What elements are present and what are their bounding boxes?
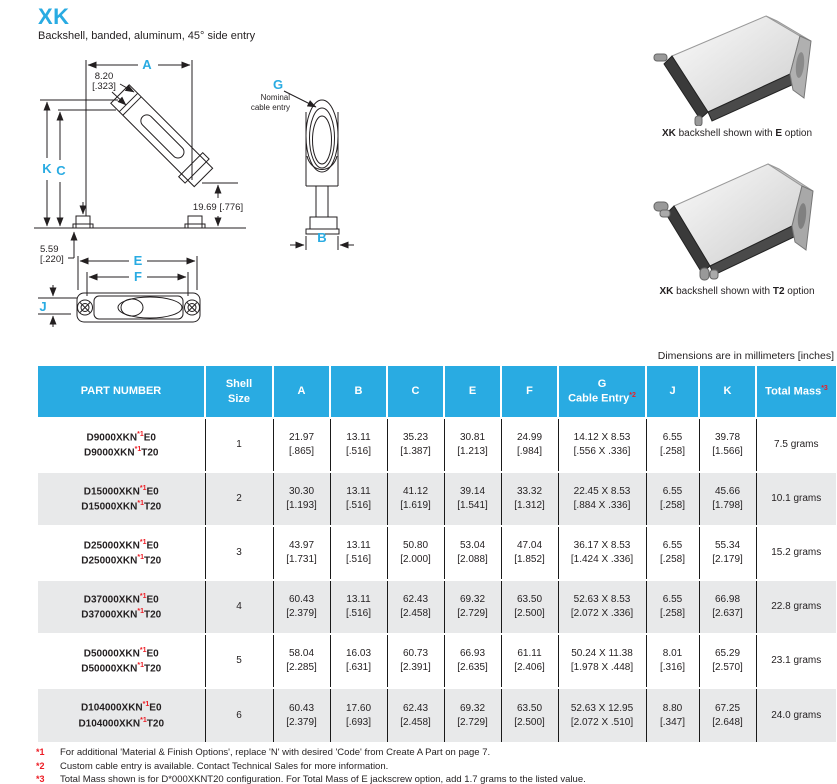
- column-header: E: [444, 366, 501, 418]
- footnote-text: Custom cable entry is available. Contact Technical Sales for more information.: [60, 760, 389, 772]
- bottom-view-drawing: [28, 240, 243, 350]
- dim-value-820: 8.20: [94, 71, 114, 82]
- g-note-line1: Nominal: [260, 93, 290, 102]
- dim-value-220: [.220]: [40, 254, 64, 265]
- part-number-cell: D50000XKN$^{*1}$E0 D50000XKN$^{*1}$T20: [38, 634, 205, 688]
- footnote-marker: *3: [36, 774, 45, 784]
- dim-label-j: J: [39, 299, 47, 314]
- footnote-marker: *1: [36, 747, 45, 757]
- dimension-cell: 66.98 [2.637]: [699, 580, 756, 634]
- dimension-cell: 6.55 [.258]: [646, 472, 699, 526]
- dim-value-323: [.323]: [92, 81, 116, 92]
- dimension-cell: 66.93 [2.635]: [444, 634, 501, 688]
- shell-size-cell: 4: [205, 580, 273, 634]
- page-subtitle: Backshell, banded, aluminum, 45° side entry: [38, 30, 256, 42]
- table-row: [38, 418, 836, 472]
- table-row: [38, 634, 836, 688]
- dimension-cell: 53.04 [2.088]: [444, 526, 501, 580]
- table-row: [38, 580, 836, 634]
- table-row: [38, 472, 836, 526]
- dimension-cell: 63.50 [2.500]: [501, 688, 558, 742]
- dimension-cell: 52.63 X 8.53 [2.072 X .336]: [558, 580, 646, 634]
- dimension-cell: 13.11 [.516]: [330, 526, 387, 580]
- footnotes: [36, 747, 826, 784]
- caption-text: backshell shown with: [675, 128, 776, 139]
- table-body: [38, 418, 836, 742]
- footnote-ref: *1: [139, 484, 147, 492]
- dimension-cell: 36.17 X 8.53 [1.424 X .336]: [558, 526, 646, 580]
- dim-label-k: K: [42, 161, 52, 176]
- column-header: J: [646, 366, 699, 418]
- dimension-cell: 30.30 [1.193]: [273, 472, 330, 526]
- dim-label-g: G: [272, 77, 284, 92]
- dimension-cell: 30.81 [1.213]: [444, 418, 501, 472]
- part-number-cell: D9000XKN$^{*1}$E0 D9000XKN$^{*1}$T20: [38, 418, 205, 472]
- dimension-cell: 13.11 [.516]: [330, 580, 387, 634]
- footnote-ref: *2: [629, 392, 636, 400]
- dimension-cell: 69.32 [2.729]: [444, 580, 501, 634]
- caption-text: E: [775, 128, 783, 139]
- dimension-cell: 39.14 [1.541]: [444, 472, 501, 526]
- caption-text: option: [784, 286, 815, 297]
- total-mass-cell: 15.2 grams: [756, 526, 836, 580]
- footnote-ref: *1: [139, 592, 147, 600]
- shell-size-cell: 2: [205, 472, 273, 526]
- part-number-cell: D15000XKN$^{*1}$E0 D15000XKN$^{*1}$T20: [38, 472, 205, 526]
- caption-text: XK: [659, 286, 674, 297]
- footnote: [36, 761, 826, 772]
- total-mass-cell: 23.1 grams: [756, 634, 836, 688]
- part-number-cell: D37000XKN$^{*1}$E0 D37000XKN$^{*1}$T20: [38, 580, 205, 634]
- dimension-cell: 6.55 [.258]: [646, 418, 699, 472]
- dimension-cell: 62.43 [2.458]: [387, 580, 444, 634]
- table-row: [38, 526, 836, 580]
- column-header: A: [273, 366, 330, 418]
- caption-text: T2: [772, 286, 785, 297]
- caption-text: XK: [661, 128, 676, 139]
- dimension-cell: 67.25 [2.648]: [699, 688, 756, 742]
- footnote: [36, 747, 826, 758]
- dimension-cell: 43.97 [1.731]: [273, 526, 330, 580]
- footnote-ref: *1: [134, 446, 142, 453]
- dimension-cell: 62.43 [2.458]: [387, 688, 444, 742]
- total-mass-cell: 7.5 grams: [756, 418, 836, 472]
- spec-table: [38, 366, 836, 742]
- footnote-ref: *1: [137, 500, 145, 507]
- dimension-cell: 60.43 [2.379]: [273, 580, 330, 634]
- dimension-cell: 39.78 [1.566]: [699, 418, 756, 472]
- footnote-text: Total Mass shown is for D*000XKNT20 configuration. For Total Mass of E jackscrew option, add 1.7 grams to the listed value.: [60, 774, 586, 784]
- dimension-cell: 61.11 [2.406]: [501, 634, 558, 688]
- column-header: Total Mass$^{*3}$: [756, 366, 836, 418]
- dimension-cell: 41.12 [1.619]: [387, 472, 444, 526]
- dimension-cell: 55.34 [2.179]: [699, 526, 756, 580]
- column-header: Shell Size: [205, 366, 273, 418]
- dimension-cell: 6.55 [.258]: [646, 526, 699, 580]
- footnote-ref: *1: [137, 554, 145, 561]
- dimension-cell: 17.60 [.693]: [330, 688, 387, 742]
- dim-label-b: B: [317, 230, 327, 245]
- dim-value-559: 5.59: [40, 244, 59, 255]
- units-note: Dimensions are in millimeters [inches]: [657, 350, 834, 362]
- total-mass-cell: 10.1 grams: [756, 472, 836, 526]
- footnote-ref: *1: [137, 430, 144, 438]
- dim-label-e: E: [133, 253, 143, 268]
- dimension-cell: 47.04 [1.852]: [501, 526, 558, 580]
- dimension-cell: 33.32 [1.312]: [501, 472, 558, 526]
- dimension-cell: 65.29 [2.570]: [699, 634, 756, 688]
- footnote-ref: *1: [139, 538, 147, 546]
- side-view-drawing: [34, 52, 274, 267]
- dimension-cell: 50.24 X 11.38 [1.978 X .448]: [558, 634, 646, 688]
- shell-size-cell: 1: [205, 418, 273, 472]
- column-header: B: [330, 366, 387, 418]
- column-header: PART NUMBER: [38, 366, 205, 418]
- shell-size-cell: 5: [205, 634, 273, 688]
- total-mass-cell: 24.0 grams: [756, 688, 836, 742]
- dimension-cell: 24.99 [.984]: [501, 418, 558, 472]
- table-header-row: [38, 366, 836, 418]
- footnote-ref: *1: [137, 662, 145, 669]
- dimension-cell: 14.12 X 8.53 [.556 X .336]: [558, 418, 646, 472]
- dimension-cell: 63.50 [2.500]: [501, 580, 558, 634]
- dimension-cell: 60.73 [2.391]: [387, 634, 444, 688]
- dimension-cell: 52.63 X 12.95 [2.072 X .510]: [558, 688, 646, 742]
- footnote-marker: *2: [36, 760, 45, 771]
- part-number-cell: D25000XKN$^{*1}$E0 D25000XKN$^{*1}$T20: [38, 526, 205, 580]
- product-photo-e-option: [648, 8, 828, 126]
- dimension-cell: 35.23 [1.387]: [387, 418, 444, 472]
- dimension-cell: 69.32 [2.729]: [444, 688, 501, 742]
- column-header: G Cable Entry$^{*2}$: [558, 366, 646, 418]
- footnote-ref: *1: [142, 701, 150, 709]
- dim-label-f: F: [134, 269, 142, 284]
- caption-text: backshell shown with: [673, 286, 773, 297]
- front-view-drawing: [242, 66, 372, 261]
- column-header: K: [699, 366, 756, 418]
- photo-caption-e-option: [632, 128, 837, 139]
- dimension-cell: 45.66 [1.798]: [699, 472, 756, 526]
- dimension-cell: 16.03 [.631]: [330, 634, 387, 688]
- photo-caption-t2-option: [632, 286, 837, 297]
- dimension-cell: 60.43 [2.379]: [273, 688, 330, 742]
- dim-label-a: A: [142, 57, 152, 72]
- shell-size-cell: 6: [205, 688, 273, 742]
- dimension-cell: 22.45 X 8.53 [.884 X .336]: [558, 472, 646, 526]
- dimension-cell: 13.11 [.516]: [330, 472, 387, 526]
- dim-value-1969: 19.69 [.776]: [192, 202, 244, 213]
- dimension-cell: 6.55 [.258]: [646, 580, 699, 634]
- part-number-cell: D104000XKN$^{*1}$E0 D104000XKN$^{*1}$T20: [38, 688, 205, 742]
- column-header: C: [387, 366, 444, 418]
- page-title: XK: [38, 4, 70, 29]
- g-note-line2: cable entry: [250, 103, 290, 112]
- dimension-cell: 50.80 [2.000]: [387, 526, 444, 580]
- dimension-cell: 8.80 [.347]: [646, 688, 699, 742]
- dim-label-c: C: [56, 163, 66, 178]
- footnote-ref: *1: [140, 716, 147, 724]
- dimension-cell: 21.97 [.865]: [273, 418, 330, 472]
- dimension-cell: 13.11 [.516]: [330, 418, 387, 472]
- dimension-cell: 8.01 [.316]: [646, 634, 699, 688]
- caption-text: option: [782, 128, 813, 139]
- product-photo-t2-option: [648, 152, 828, 282]
- footnote-ref: *1: [137, 608, 145, 615]
- footnote-text: For additional 'Material & Finish Options', replace 'N' with desired 'Code' from Create A Part on page 7.: [60, 747, 491, 758]
- footnote: [36, 774, 826, 784]
- footnote-ref: *3: [821, 385, 828, 393]
- dimension-cell: 58.04 [2.285]: [273, 634, 330, 688]
- shell-size-cell: 3: [205, 526, 273, 580]
- table-row: [38, 688, 836, 742]
- total-mass-cell: 22.8 grams: [756, 580, 836, 634]
- column-header: F: [501, 366, 558, 418]
- footnote-ref: *1: [139, 646, 147, 654]
